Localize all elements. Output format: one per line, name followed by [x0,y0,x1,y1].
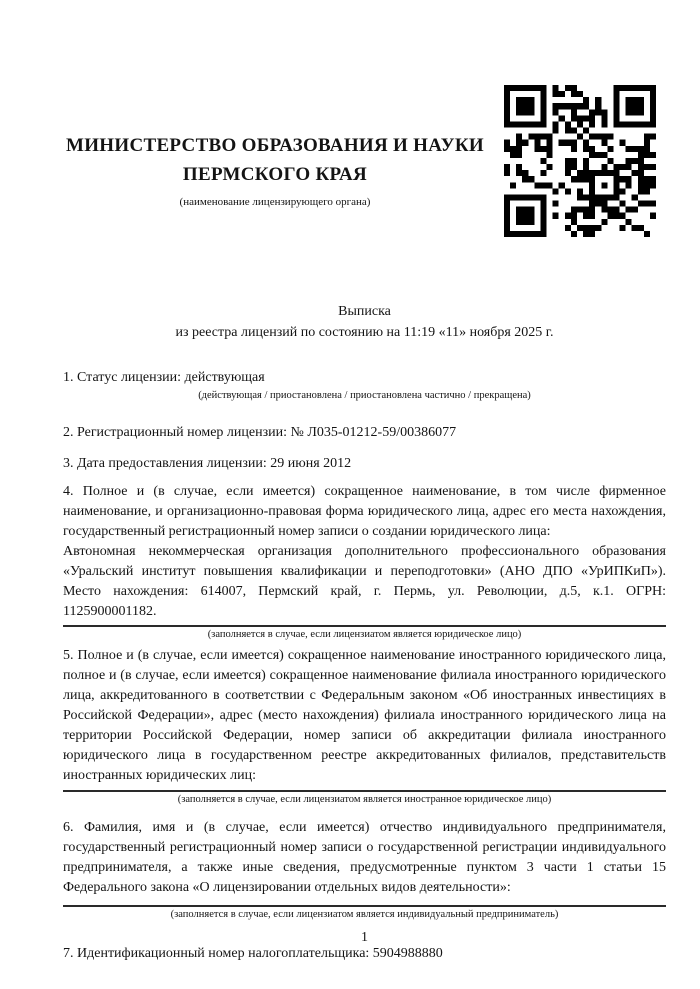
item-5-foreign-entity-section [63,646,666,807]
item-5-text: 5. Полное и (в случае, если имеется) сокращенное наименование иностранного юридического лица, полное и (в случае, если имеется) сокращенное наименование филиала иностранного юридического лица, аккредитованного в соответствии с Федеральным законом «Об иностранных инвестициях в Российской Федерации», адрес (место нахождения) филиала иностранного юридического лица на территории Российской Федерации, номер записи об аккредитации филиала иностранного юридического лица в государственном реестре аккредитованных филиалов, представительств иностранных юридических лиц: [63,648,666,783]
ministry-name-line1: МИНИСТЕРСТВО ОБРАЗОВАНИЯ И НАУКИ [65,135,485,156]
item-4-legal-entity-section [63,482,666,642]
item-7-taxpayer-id: 7. Идентификационный номер налогоплательщика: 5904988880 [63,946,443,961]
item-4-licensee-details: Автономная некоммерческая организация дополнительного профессионального образования «Уральский институт повышения квалификации и переподготовки» (АНО ДПО «УрИПКиП»). Место нахождения: 614007, Пермский край, г. Пермь, ул. Революции, д.5, к.1. ОГРН: 1125900001182. [63,544,666,619]
item-1-status-options-note: (действующая / приостановлена / приостановлена частично / прекращена) [198,390,531,401]
fill-line-foreign-entity [63,790,666,792]
fill-line-individual-entrepreneur [63,905,666,907]
item-5-rule-note: (заполняется в случае, если лицензиатом является иностранное юридическое лицо) [177,794,552,805]
fill-line-legal-entity [63,625,666,627]
item-3-grant-date: 3. Дата предоставления лицензии: 29 июня 2012 [63,456,352,471]
qr-code-icon [504,85,656,237]
ministry-header [63,131,487,209]
document-body [63,368,666,964]
item-1-license-status: 1. Статус лицензии: действующая [63,370,265,385]
item-4-text: 4. Полное и (в случае, если имеется) сокращенное наименование, в том числе фирменное наименование, и организационно-правовая форма юридического лица, адрес его места нахождения, государственный регистрационный номер записи о создании юридического лица: [63,484,666,539]
ministry-name-line2: ПЕРМСКОГО КРАЯ [182,164,368,185]
document-title-line1: Выписка [338,304,391,319]
document-title [63,301,666,343]
item-6-rule-note: (заполняется в случае, если лицензиатом является индивидуальный предприниматель) [170,909,559,920]
page-number: 1 [361,930,368,945]
ministry-name-caption: (наименование лицензирующего органа) [179,196,371,208]
item-6-text: 6. Фамилия, имя и (в случае, если имеется) отчество индивидуального предпринимателя, государственный регистрационный номер записи о государственной регистрации индивидуального предпринимателя, а также иные сведения, предусмотренные пунктом 3 части 1 статьи 15 Федерального закона «О лицензировании отдельных видов деятельности»: [63,820,666,895]
item-6-individual-entrepreneur-section [63,818,666,922]
item-2-registration-number: 2. Регистрационный номер лицензии: № Л035-01212-59/00386077 [63,425,457,440]
document-title-line2: из реестра лицензий по состоянию на 11:19 «11» ноября 2025 г. [175,325,554,340]
item-4-rule-note: (заполняется в случае, если лицензиатом является юридическое лицо) [207,629,522,640]
